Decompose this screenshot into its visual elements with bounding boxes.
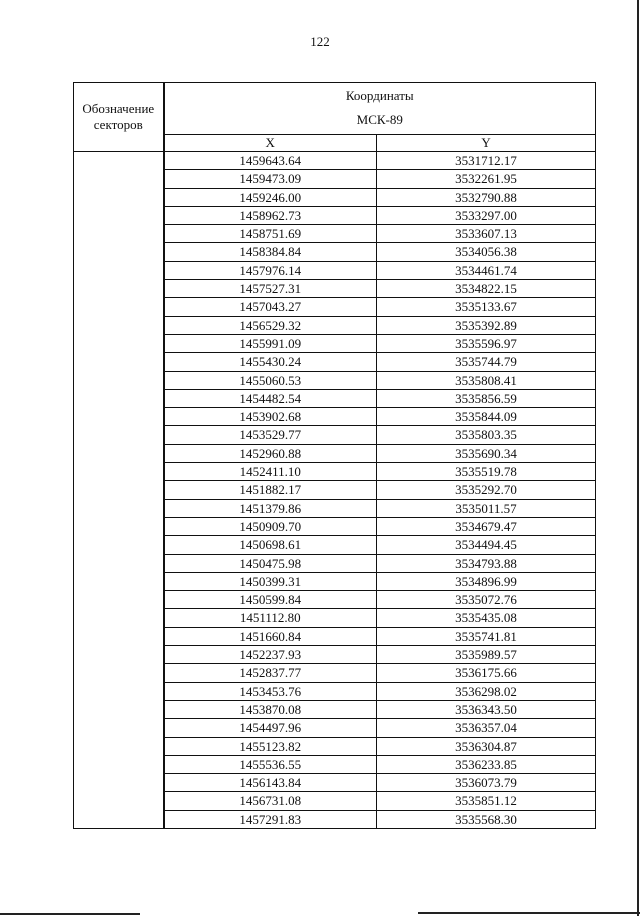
y-value-cell: 3536357.04 [377,719,596,737]
x-value-cell: 1458962.73 [164,206,377,224]
y-value-cell: 3534461.74 [377,261,596,279]
sector-cell [74,646,164,664]
x-value-cell: 1458384.84 [164,243,377,261]
y-value-cell: 3534494.45 [377,536,596,554]
y-value-cell: 3535568.30 [377,810,596,828]
table-row [74,700,596,718]
sector-cell [74,426,164,444]
y-value-cell: 3533607.13 [377,225,596,243]
table-row [74,206,596,224]
y-value-cell: 3535292.70 [377,481,596,499]
x-value-cell: 1459473.09 [164,170,377,188]
y-value-cell: 3535741.81 [377,627,596,645]
sector-cell [74,554,164,572]
sector-cell [74,572,164,590]
sector-header [74,83,164,152]
x-value-cell: 1457043.27 [164,298,377,316]
sector-cell [74,810,164,828]
y-value-cell: 3535808.41 [377,371,596,389]
sector-cell [74,408,164,426]
table-row [74,353,596,371]
y-value-cell: 3534679.47 [377,517,596,535]
sector-cell [74,243,164,261]
x-value-cell: 1451660.84 [164,627,377,645]
x-value-cell: 1459643.64 [164,152,377,170]
scan-edge-bottom-left [0,913,140,915]
x-value-cell: 1452411.10 [164,463,377,481]
x-value-cell: 1450399.31 [164,572,377,590]
x-value-cell: 1450599.84 [164,591,377,609]
y-value-cell: 3533297.00 [377,206,596,224]
sector-cell [74,371,164,389]
table-row [74,334,596,352]
coordinates-header-line1: Координаты [345,88,414,104]
table-row [74,152,596,170]
y-value-cell: 3534793.88 [377,554,596,572]
x-value-cell: 1456731.08 [164,792,377,810]
sector-cell [74,755,164,773]
sector-cell [74,152,164,170]
table-row [74,810,596,828]
coordinates-header [164,83,596,135]
y-value-cell: 3536073.79 [377,774,596,792]
x-value-cell: 1458751.69 [164,225,377,243]
sector-cell [74,700,164,718]
sector-cell [74,664,164,682]
table-row [74,774,596,792]
x-value-cell: 1455991.09 [164,334,377,352]
table-row [74,755,596,773]
sector-cell [74,609,164,627]
table-row [74,792,596,810]
x-value-cell: 1453453.76 [164,682,377,700]
y-value-cell: 3536304.87 [377,737,596,755]
table-row [74,499,596,517]
x-value-cell: 1454497.96 [164,719,377,737]
y-value-cell: 3536233.85 [377,755,596,773]
y-value-cell: 3531712.17 [377,152,596,170]
x-value-cell: 1452960.88 [164,444,377,462]
sector-cell [74,463,164,481]
y-value-cell: 3535519.78 [377,463,596,481]
y-value-cell: 3536343.50 [377,700,596,718]
table-row [74,627,596,645]
x-value-cell: 1452237.93 [164,646,377,664]
x-value-cell: 1450909.70 [164,517,377,535]
coordinates-table [73,82,596,829]
table-body [74,152,596,829]
table-row [74,517,596,535]
x-value-cell: 1450475.98 [164,554,377,572]
x-value-cell: 1455536.55 [164,755,377,773]
table-row [74,426,596,444]
sector-cell [74,682,164,700]
x-value-cell: 1457976.14 [164,261,377,279]
table-row [74,591,596,609]
sector-cell [74,517,164,535]
table-row [74,737,596,755]
sector-cell [74,188,164,206]
x-value-cell: 1451882.17 [164,481,377,499]
y-value-cell: 3535392.89 [377,316,596,334]
sector-cell [74,774,164,792]
x-value-cell: 1452837.77 [164,664,377,682]
x-value-cell: 1450698.61 [164,536,377,554]
table-header [74,83,596,152]
sector-header-line2: секторов [93,117,143,132]
x-value-cell: 1451379.86 [164,499,377,517]
table-row [74,261,596,279]
y-value-cell: 3535844.09 [377,408,596,426]
table-row [74,481,596,499]
sector-cell [74,499,164,517]
x-value-cell: 1457527.31 [164,280,377,298]
scan-edge-bottom-right [418,912,640,914]
x-value-cell: 1456143.84 [164,774,377,792]
table-row [74,463,596,481]
table-row [74,719,596,737]
table-row [74,225,596,243]
y-value-cell: 3534896.99 [377,572,596,590]
table-row [74,444,596,462]
table-row [74,646,596,664]
table-row [74,371,596,389]
y-value-cell: 3535133.67 [377,298,596,316]
coordinates-header-line2: МСК-89 [356,112,403,128]
y-value-cell: 3536298.02 [377,682,596,700]
table-row [74,572,596,590]
sector-cell [74,206,164,224]
y-value-cell: 3535856.59 [377,389,596,407]
y-value-cell: 3535744.79 [377,353,596,371]
y-value-cell: 3535596.97 [377,334,596,352]
table-row [74,554,596,572]
y-value-cell: 3534822.15 [377,280,596,298]
x-value-cell: 1453529.77 [164,426,377,444]
sector-cell [74,591,164,609]
table-row [74,188,596,206]
sector-cell [74,261,164,279]
sector-header-line1: Обозначение [82,101,155,116]
table-row [74,243,596,261]
y-value-cell: 3536175.66 [377,664,596,682]
table-row [74,664,596,682]
sector-cell [74,792,164,810]
x-value-cell: 1457291.83 [164,810,377,828]
sector-cell [74,334,164,352]
x-value-cell: 1453870.08 [164,700,377,718]
sector-cell [74,353,164,371]
table-row [74,316,596,334]
sector-cell [74,280,164,298]
y-value-cell: 3532790.88 [377,188,596,206]
y-value-cell: 3535435.08 [377,609,596,627]
y-value-cell: 3535851.12 [377,792,596,810]
table-row [74,298,596,316]
y-value-cell: 3532261.95 [377,170,596,188]
sector-cell [74,444,164,462]
sector-cell [74,316,164,334]
x-value-cell: 1455123.82 [164,737,377,755]
page-number: 122 [310,34,330,49]
table-row [74,389,596,407]
y-value-cell: 3535072.76 [377,591,596,609]
x-value-cell: 1459246.00 [164,188,377,206]
sector-cell [74,481,164,499]
table-row [74,682,596,700]
x-value-cell: 1455430.24 [164,353,377,371]
x-value-cell: 1456529.32 [164,316,377,334]
y-value-cell: 3535011.57 [377,499,596,517]
sector-cell [74,298,164,316]
y-value-cell: 3534056.38 [377,243,596,261]
y-value-cell: 3535989.57 [377,646,596,664]
sector-cell [74,719,164,737]
y-column-header: Y [377,134,596,151]
y-value-cell: 3535690.34 [377,444,596,462]
table-row [74,609,596,627]
table-row [74,408,596,426]
x-value-cell: 1453902.68 [164,408,377,426]
y-value-cell: 3535803.35 [377,426,596,444]
table-row [74,280,596,298]
x-value-cell: 1454482.54 [164,389,377,407]
sector-cell [74,389,164,407]
x-value-cell: 1451112.80 [164,609,377,627]
x-value-cell: 1455060.53 [164,371,377,389]
sector-cell [74,170,164,188]
table-row [74,536,596,554]
sector-cell [74,536,164,554]
table-row [74,170,596,188]
sector-cell [74,737,164,755]
sector-cell [74,627,164,645]
sector-cell [74,225,164,243]
scan-edge-right [637,0,639,916]
x-column-header: X [164,134,377,151]
